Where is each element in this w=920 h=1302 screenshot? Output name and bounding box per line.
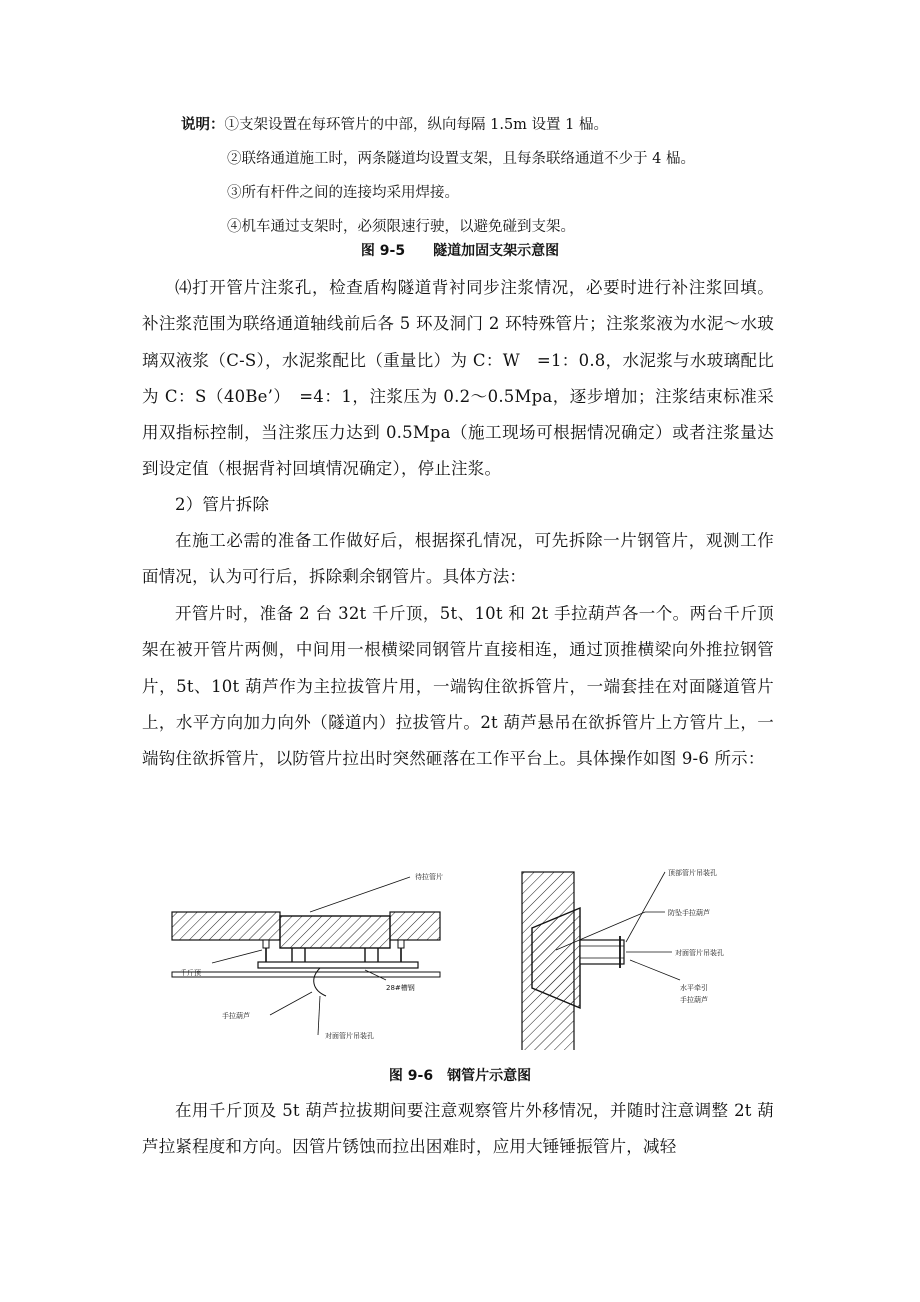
cross-beam-channel [258,962,418,968]
note-3: ③所有杆件之间的连接均采用焊接。 [227,185,459,201]
notes-label: 说明： [181,117,225,133]
note-2: ②联络通道施工时，两条隧道均设置支架，且每条联络通道不少于 4 榀。 [227,151,695,167]
label-horizontal-traction: 水平牵引 [680,984,708,992]
label-horizontal-hoist: 手拉葫芦 [680,996,708,1004]
note-4: ④机车通过支架时，必须限速行驶，以避免碰到支架。 [227,219,575,235]
label-top-lifting-hole: 顶部管片吊装孔 [668,869,717,877]
label-anti-fall-hoist: 防坠手拉葫芦 [668,909,710,917]
paragraph-method: 开管片时，准备 2 台 32t 千斤顶，5t、10t 和 2t 手拉葫芦各一个。两台千斤顶架在被开管片两侧，中间用一根横梁同钢管片直接相连，通过顶推横梁向外推拉钢管片，5t、10t 葫芦作为主拉拔管片用，一端钩住欲拆管片，一端套挂在对面隧道管片上，水平方向加力向外（隧道内）拉拔管片。2t 葫芦悬吊在欲拆管片上方管片上，一端钩住欲拆管片，以防管片拉出时突然砸落在工作平台上。具体操作如图 9-6 所示： [142,604,774,769]
pull-frame [580,940,624,964]
left-tunnel-segment [172,912,280,940]
label-opposite-hole: 对面管片吊装孔 [675,949,724,957]
section-heading-segment-removal: 2）管片拆除 [175,495,270,514]
paragraph-grouting: ⑷打开管片注浆孔，检查盾构隧道背衬同步注浆情况，必要时进行补注浆回填。补注浆范围为联络通道轴线前后各 5 环及洞门 2 环特殊管片；注浆浆液为水泥～水玻璃双液浆（C-S），水泥浆配比（重量比）为 C：W =1：0.8，水泥浆与水玻璃配比为 C：S（40Be’） =4：1，注浆压为 0.2～0.5Mpa，逐步增加；注浆结束标准采用双指标控制，当注浆压力达到 0.5Mpa（施工现场可根据情况确定）或者注浆量达到设定值（根据背衬回填情况确定），停止注浆。 [142,278,774,479]
segment-to-pull [280,916,390,948]
work-platform [172,972,440,977]
right-view [522,868,724,1050]
label-jack: 千斤顶 [180,969,201,977]
note-1: 说明：①支架设置在每环管片的中部，纵向每隔 1.5m 设置 1 榀。 [181,117,608,133]
label-segment-to-pull: 待拉管片 [415,873,443,881]
figure-9-6-caption: 图 9-6 钢管片示意图 [388,1068,532,1084]
figure-9-5-caption: 图 9-5 隧道加固支架示意图 [360,243,560,259]
paragraph-monitoring: 在用千斤顶及 5t 葫芦拉拔期间要注意观察管片外移情况，并随时注意调整 2t 葫芦拉紧程度和方向。因管片锈蚀而拉出困难时，应用大锤锤振管片，减轻 [142,1101,774,1157]
right-tunnel-segment [390,912,440,940]
jack-right-head [398,940,404,948]
label-channel: 28#槽钢 [386,984,415,992]
label-opposite-lifting-hole: 对面管片吊装孔 [325,1032,374,1040]
steel-segment-diagram [160,850,780,1050]
figure-notes [181,108,695,244]
left-view [172,872,443,1040]
jack-left-head [263,940,269,948]
label-hoist: 手拉葫芦 [222,1012,250,1020]
paragraph-preparation: 在施工必需的准备工作做好后，根据探孔情况，可先拆除一片钢管片，观测工作面情况，认为可行后，拆除剩余钢管片。具体方法： [142,531,774,587]
